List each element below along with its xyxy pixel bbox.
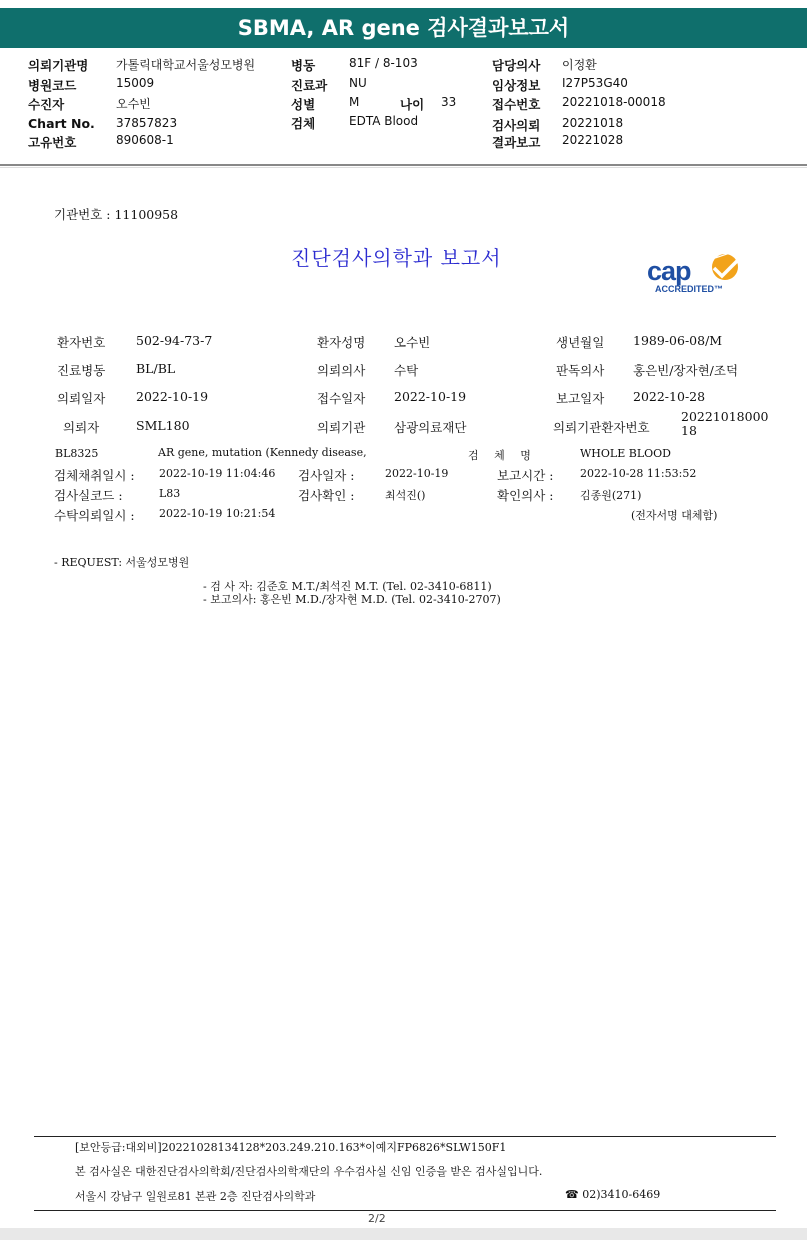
header-label: 임상정보 [492,78,541,93]
header-label: 접수번호 [492,97,541,112]
patient-value: 홍은빈/장자현/조덕 [633,363,739,378]
detail-label: 검사확인 : [298,488,355,503]
header-label: 병동 [291,58,316,73]
patient-value: 삼광의료재단 [394,420,467,435]
patient-value: BL/BL [136,361,176,376]
patient-value: 수탁 [394,363,419,378]
test-name: AR gene, mutation (Kennedy disease, [158,446,367,459]
header-label: 담당의사 [492,58,541,73]
footer-divider [34,1136,776,1137]
patient-label: 환자성명 [317,335,366,350]
header-value: 15009 [116,76,155,90]
header-label: Chart No. [28,116,95,131]
header-value: 20221018-00018 [562,95,666,109]
header-value: 81F / 8-103 [349,56,418,70]
detail-label: 보고시간 : [497,468,554,483]
detail-value: 2022-10-19 [385,467,449,480]
detail-value: L83 [159,487,181,500]
detail-value: 최석진() [385,489,426,502]
patient-value: 2022-10-28 [633,389,706,404]
detail-value: 2022-10-28 11:53:52 [580,467,697,480]
header-value: 가톨릭대학교서울성모병원 [116,58,256,72]
request-line: - REQUEST: 서울성모병원 [54,556,190,569]
bottom-bar [0,1228,807,1240]
patient-label: 의뢰기관환자번호 [553,420,650,435]
header-label: 병원코드 [28,78,77,93]
header-label: 고유번호 [28,135,77,150]
header-value: 33 [441,95,457,109]
certification-line: 본 검사실은 대한진단검사의학회/진단검사의학재단의 우수검사실 신임 인증을 받은 검사실입니다. [75,1165,543,1178]
header-label: 결과보고 [492,135,541,150]
reporter-line: - 보고의사: 홍은빈 M.D./장자현 M.D. (Tel. 02-3410-2707) [203,593,501,606]
patient-label: 접수일자 [317,391,366,406]
detail-label: 확인의사 : [497,488,554,503]
header-label: 검체 [291,116,316,131]
tester-line: - 검 사 자: 김준호 M.T./최석진 M.T. (Tel. 02-3410-6811) [203,580,492,593]
cap-word: cap [647,256,691,286]
patient-label: 판독의사 [556,363,605,378]
patient-value: 2022101800018 [681,409,769,438]
detail-label: 검사일자 : [298,468,355,483]
detail-label: 검사실코드 : [54,488,123,503]
detail-value: 김종원(271) [580,489,642,502]
patient-value: 502-94-73-7 [136,333,213,348]
header-label: 성별 [291,97,316,112]
patient-value: SML180 [136,418,190,433]
cap-accredited-logo [645,250,749,298]
header-label: 나이 [400,97,425,112]
header-value: EDTA Blood [349,114,419,128]
detail-value: 2022-10-19 11:04:46 [159,467,276,480]
patient-label: 환자번호 [57,335,106,350]
header-value: 890608-1 [116,133,174,147]
header-divider [0,167,807,168]
esign-note: (전자서명 대체함) [631,509,718,522]
header-label: 검사의뢰 [492,118,541,133]
patient-label: 진료병동 [57,363,106,378]
specimen-label: 검 체 명 [468,449,537,462]
header-label: 수진자 [28,97,65,112]
patient-label: 의뢰의사 [317,363,366,378]
header-value: NU [349,76,367,90]
institution-number: 기관번호 : 11100958 [54,207,179,222]
patient-label: 보고일자 [556,391,605,406]
footer-divider [34,1210,776,1211]
patient-label: 의뢰기관 [317,420,366,435]
report-heading: 진단검사의학과 보고서 [291,246,502,270]
security-line: [보안등급:대외비]20221028134128*203.249.210.163*이예지FP6826*SLW150F1 [75,1141,507,1154]
detail-label: 검체채취일시 : [54,468,135,483]
patient-label: 생년월일 [556,335,605,350]
test-code: BL8325 [55,447,99,460]
header-value: 이정환 [562,58,597,72]
cap-accredited: ACCREDITED™ [655,284,724,294]
patient-value: 2022-10-19 [394,389,467,404]
header-value: M [349,95,360,109]
phone-line: ☎ 02)3410-6469 [565,1188,661,1201]
report-title: SBMA, AR gene 검사결과보고서 [237,16,570,40]
header-value: 37857823 [116,116,178,130]
header-label: 진료과 [291,78,328,93]
header-value: 20221028 [562,133,624,147]
header-value: I27P53G40 [562,76,628,90]
patient-label: 의뢰일자 [57,391,106,406]
header-divider [0,164,807,166]
report-title-bar [0,8,807,48]
page-number: 2/2 [368,1212,386,1225]
specimen-value: WHOLE BLOOD [580,447,671,460]
detail-value: 2022-10-19 10:21:54 [159,507,276,520]
header-label: 의뢰기관명 [28,58,89,73]
header-value: 20221018 [562,116,624,130]
detail-label: 수탁의뢰일시 : [54,508,135,523]
address-line: 서울시 강남구 일원로81 본관 2층 진단검사의학과 [75,1190,316,1203]
patient-label: 의뢰자 [63,420,100,435]
patient-value: 2022-10-19 [136,389,209,404]
header-value: 오수빈 [116,97,151,111]
patient-value: 오수빈 [394,335,431,350]
patient-value: 1989-06-08/M [633,333,723,348]
